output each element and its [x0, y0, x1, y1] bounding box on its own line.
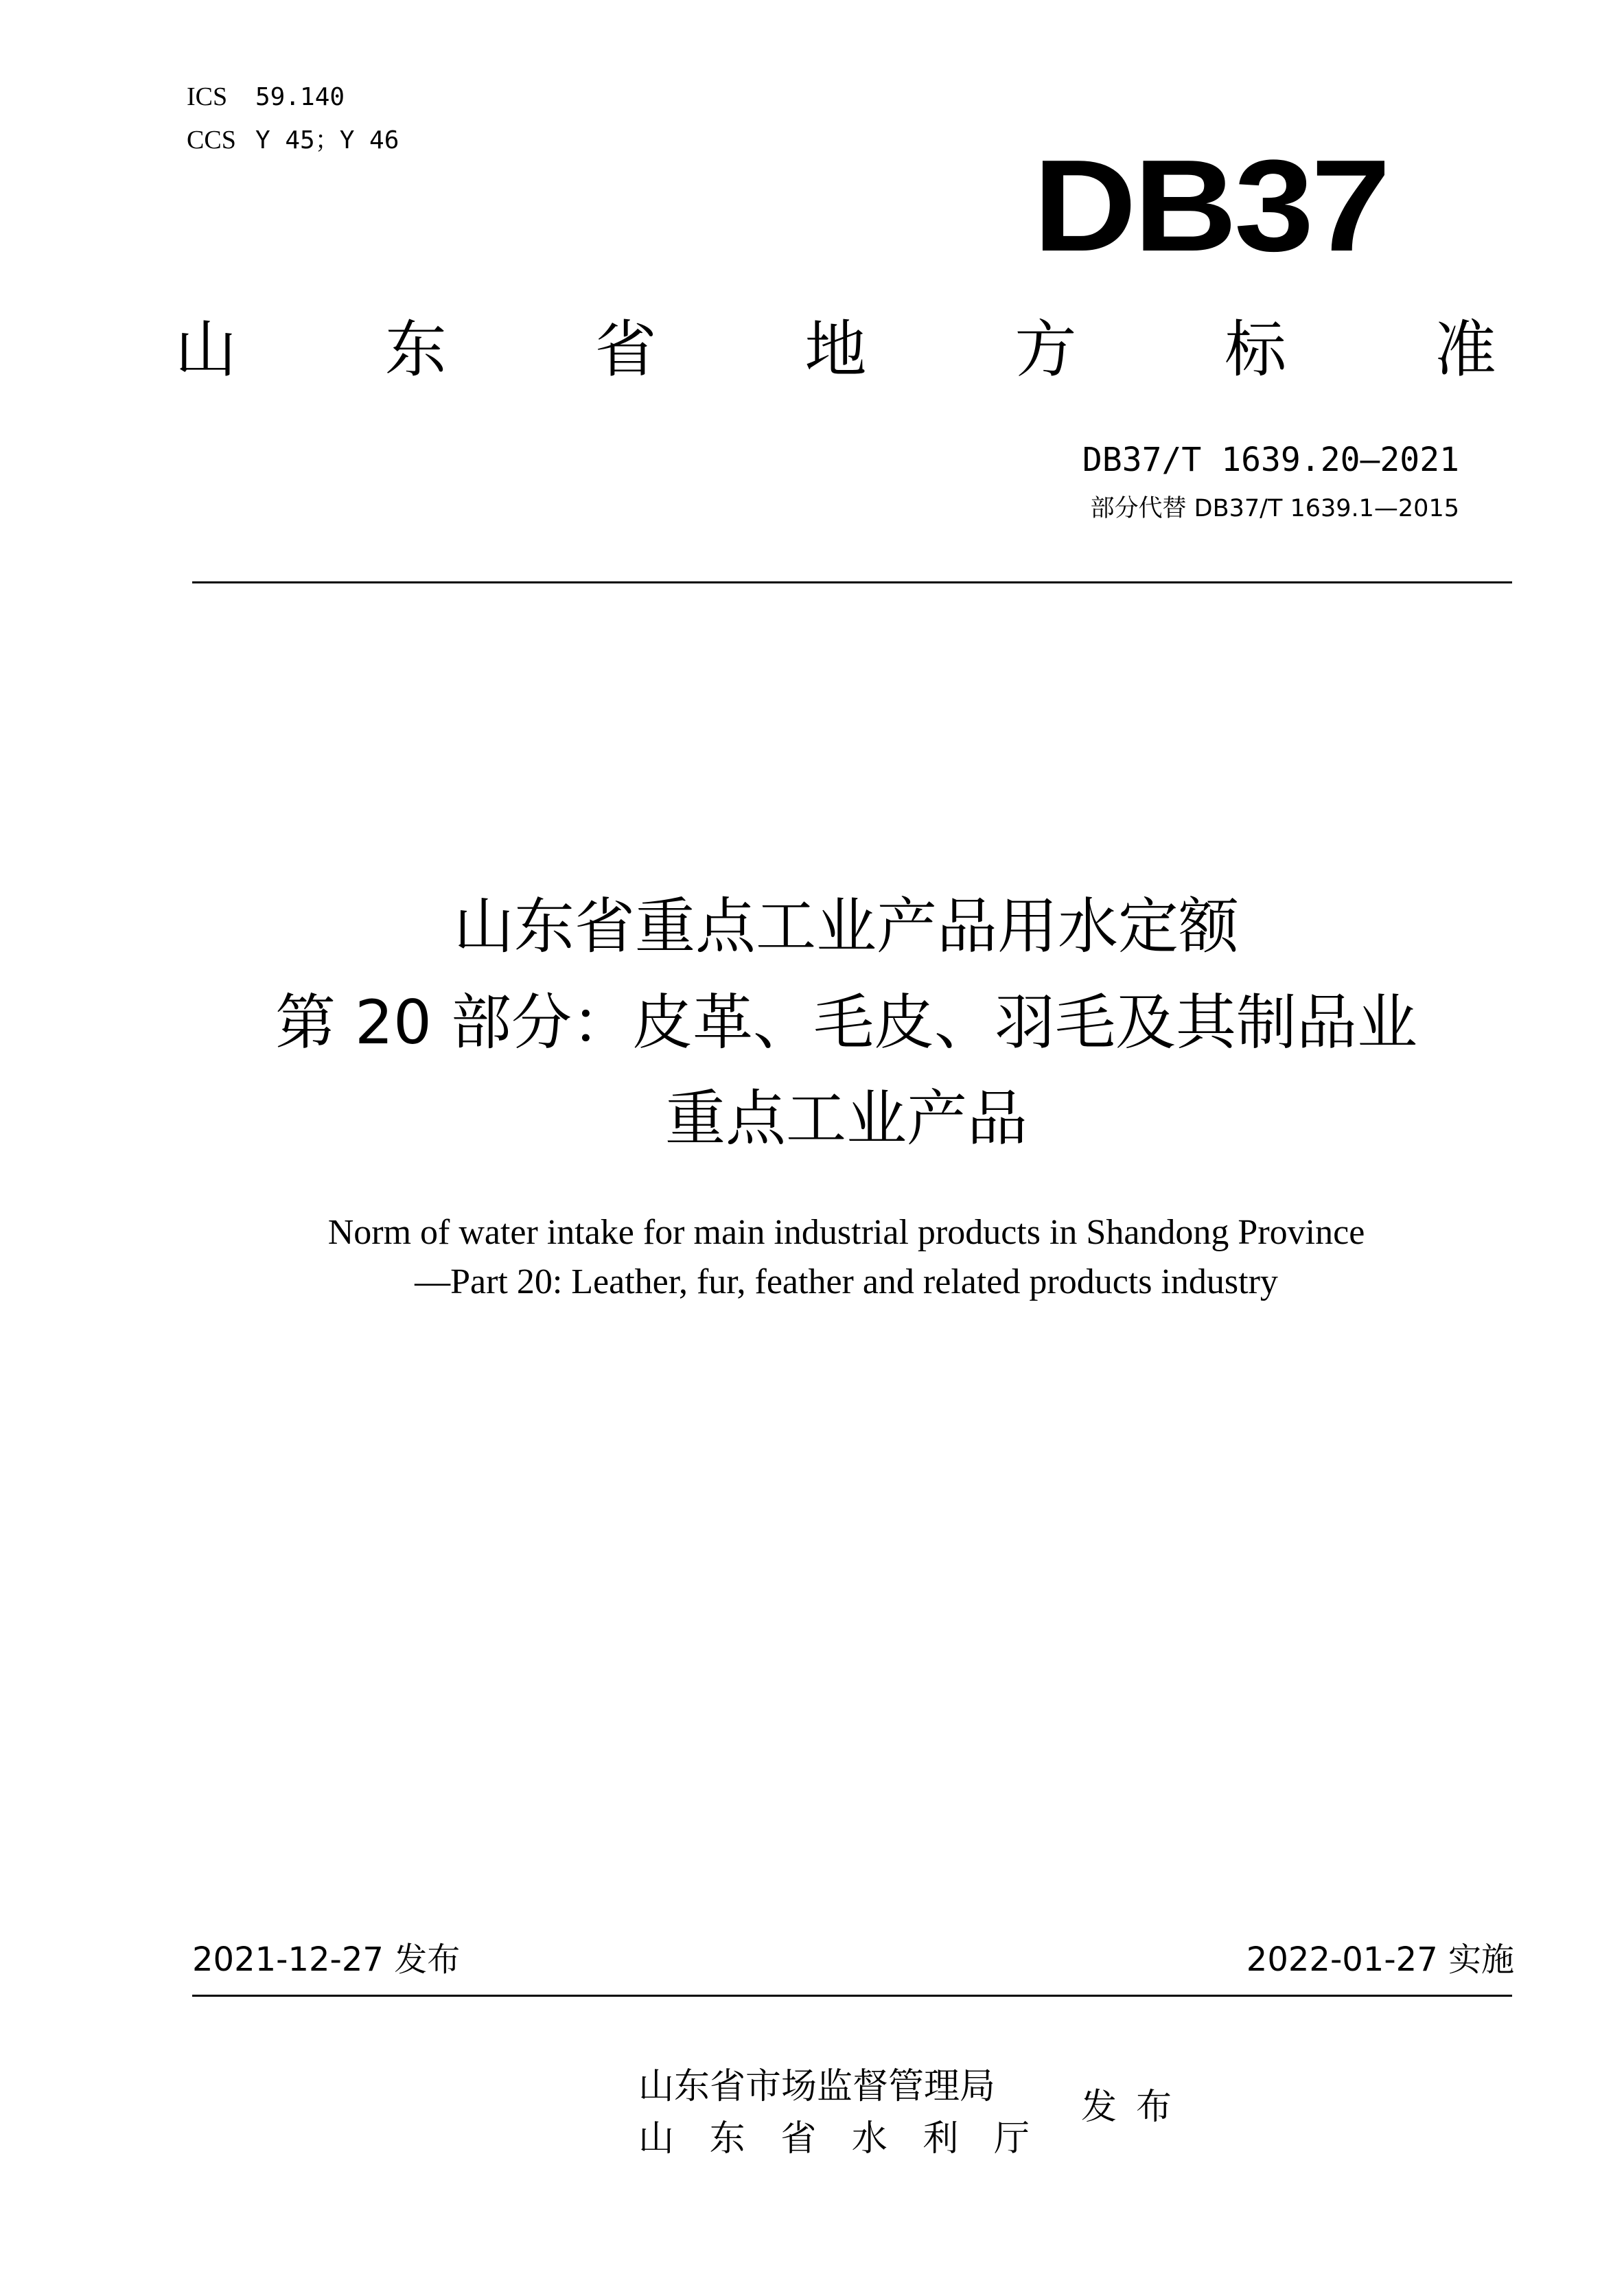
publisher-water-resources	[638, 2111, 1030, 2166]
ics-line	[187, 76, 399, 119]
standard-type-char: 省	[594, 314, 657, 386]
standard-type-char: 准	[1434, 314, 1496, 386]
implementation-date: 2022-01-27 实施	[1246, 1940, 1514, 1979]
standard-type-char: 标	[1225, 314, 1287, 386]
publisher-char: 利	[923, 2118, 959, 2159]
title-line-2: 第 20 部分：皮革、毛皮、羽毛及其制品业	[275, 987, 1417, 1058]
title-chinese	[124, 879, 1569, 1167]
bottom-divider	[192, 1995, 1512, 1997]
classification-codes	[187, 76, 399, 162]
publisher-char: 东	[709, 2118, 745, 2159]
standard-number: DB37/T 1639.20—2021	[1082, 441, 1459, 479]
publisher-char: 厅	[993, 2118, 1030, 2159]
ccs-label: CCS	[187, 126, 236, 154]
issue-date: 2021-12-27 发布	[192, 1940, 461, 1979]
top-divider	[192, 581, 1512, 583]
title-line-3: 重点工业产品	[664, 1083, 1028, 1154]
ics-value: 59.140	[255, 83, 345, 111]
title-line-1: 山东省重点工业产品用水定额	[453, 891, 1239, 962]
ccs-value: Y 45；Y 46	[255, 126, 399, 154]
title-english	[124, 1208, 1569, 1307]
publisher-char: 水	[851, 2118, 888, 2159]
standard-type-heading	[175, 312, 1496, 388]
standard-type-char: 山	[175, 314, 237, 386]
publisher-char: 山	[638, 2118, 675, 2159]
standard-type-char: 方	[1014, 314, 1077, 386]
publish-label: 发布	[1081, 2087, 1192, 2128]
publisher-market-regulation: 山东省市场监督管理局	[638, 2066, 996, 2107]
standard-type-char: 地	[804, 314, 867, 386]
db37-logo: DB37	[1033, 133, 1388, 279]
publisher-char: 省	[780, 2118, 817, 2159]
english-title-line-1: Norm of water intake for main industrial products in Shandong Province	[327, 1213, 1365, 1252]
replaces-note: 部分代替 DB37/T 1639.1—2015	[1090, 495, 1459, 522]
ics-label: ICS	[187, 82, 228, 111]
standard-type-char: 东	[384, 314, 447, 386]
english-title-line-2: —Part 20: Leather, fur, feather and related products industry	[415, 1262, 1278, 1301]
ccs-line	[187, 119, 399, 162]
